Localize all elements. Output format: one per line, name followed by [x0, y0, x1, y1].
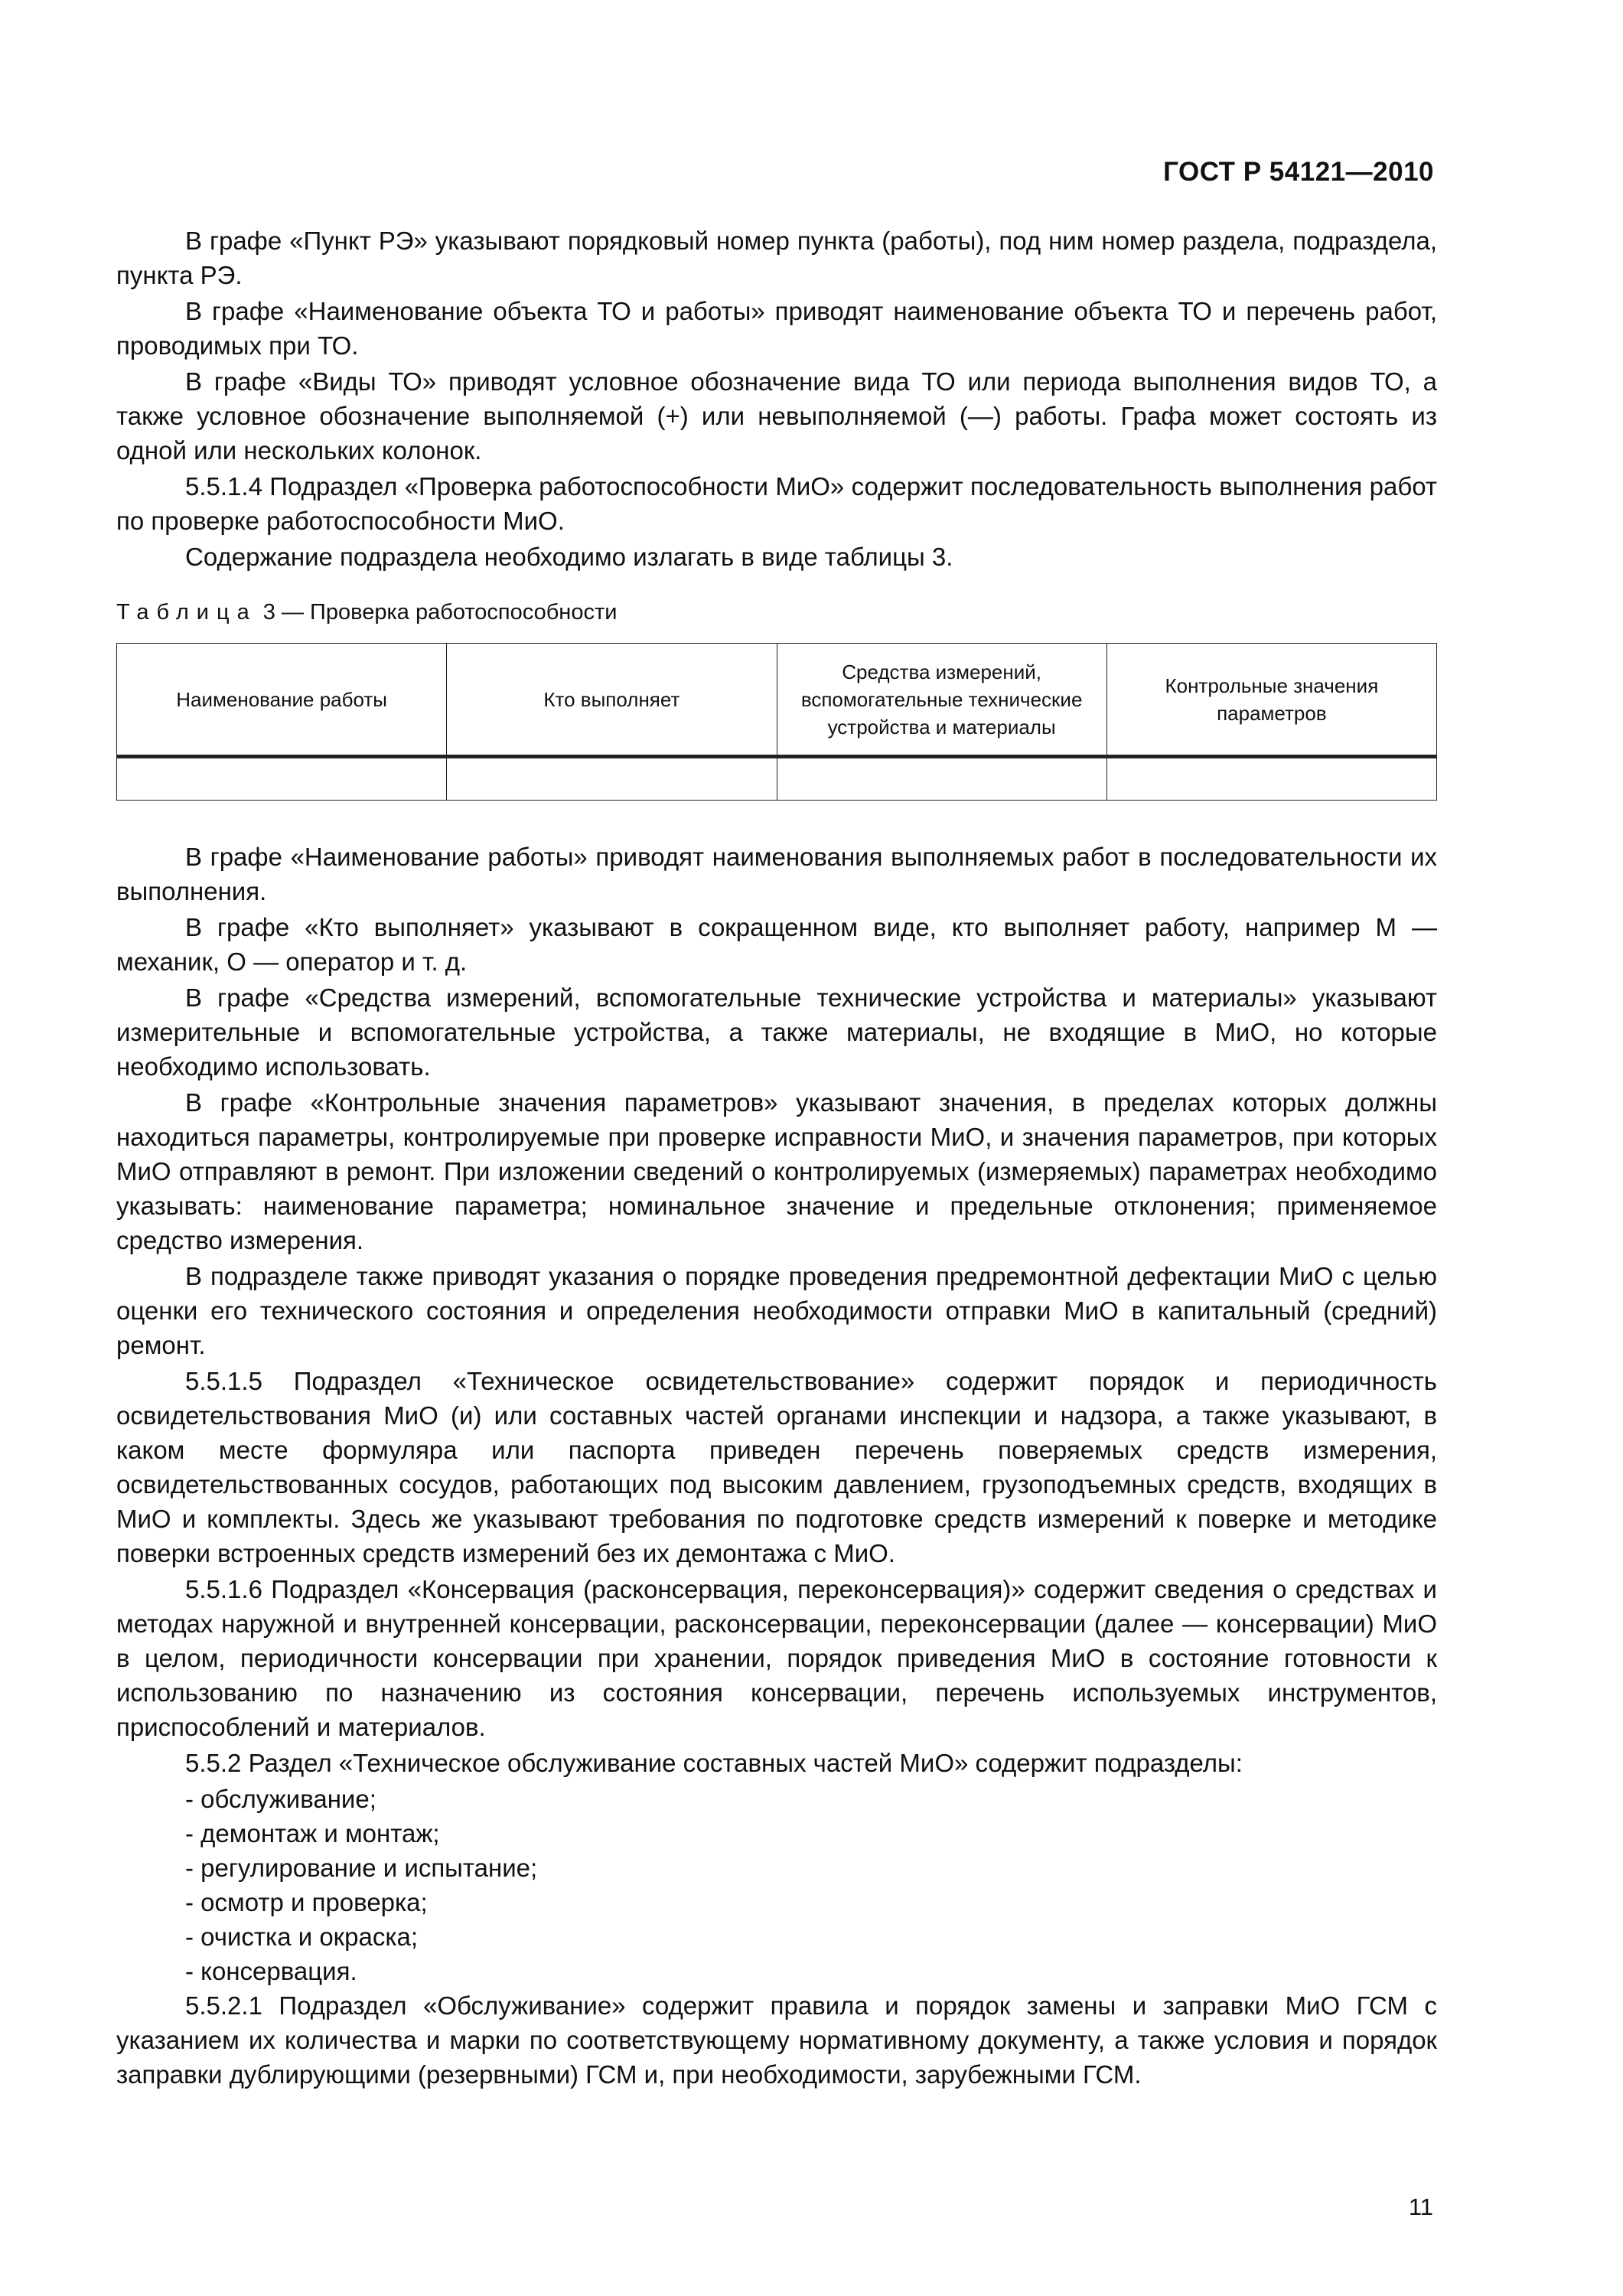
table-caption [116, 597, 617, 628]
paragraph: В графе «Средства измерений, вспомогательные технические устройства и материалы» указывают измерительные и вспомогательные устройства, а также материалы, не входящие в МиО, но которые необходимо использовать. [116, 983, 1437, 1081]
paragraph: 5.5.2 Раздел «Техническое обслуживание составных частей МиО» содержит подразделы: [185, 1749, 1243, 1777]
paragraph: 5.5.1.5 Подраздел «Техническое освидетельствование» содержит порядок и периодичность освидетельствования МиО (и) или составных частей органами инспекции и надзора, а также указывают, в каком месте формуляра или паспорта приведен перечень поверяемых средств измерения, освидетельствованных сосудов, работающих под высоким давлением, грузоподъемных средств, входящих в МиО и комплекты. Здесь же указывают требования по подготовке средств измерений к поверке и методике поверки встроенных средств измерений без их демонтажа с МиО. [116, 1367, 1437, 1567]
column-header-work-name: Наименование работы [117, 644, 447, 757]
table-cell [447, 757, 777, 801]
paragraph: В графе «Наименование работы» приводят наименования выполняемых работ в последовательности их выполнения. [116, 843, 1437, 905]
table-caption-label: Таблица [116, 600, 257, 625]
paragraph: В графе «Пункт РЭ» указывают порядковый номер пункта (работы), под ним номер раздела, подраздела, пункта РЭ. [116, 227, 1437, 289]
paragraph: 5.5.1.4 Подраздел «Проверка работоспособности МиО» содержит последовательность выполнения работ по проверке работоспособности МиО. [116, 472, 1437, 535]
paragraph: 5.5.2.1 Подраздел «Обслуживание» содержит правила и порядок замены и заправки МиО ГСМ с указанием их количества и марки по соответствующему нормативному документу, а также условия и порядок заправки дублирующими (резервными) ГСМ и, при необходимости, зарубежными ГСМ. [116, 1991, 1437, 2089]
list-item: - консервация. [116, 1954, 1437, 1988]
list-item: - обслуживание; [116, 1782, 1437, 1816]
paragraph: В графе «Наименование объекта ТО и работы» приводят наименование объекта ТО и перечень работ, проводимых при ТО. [116, 297, 1437, 360]
table-header-row [117, 644, 1437, 757]
list-item: - очистка и окраска; [116, 1919, 1437, 1954]
main-text-block [116, 840, 1437, 2093]
page-number: 11 [1408, 2193, 1433, 2220]
table-caption-title: 3 — Проверка работоспособности [256, 600, 618, 625]
table-3 [116, 643, 1437, 801]
column-header-control-values: Контрольные значения параметров [1106, 644, 1436, 757]
paragraph: В графе «Виды ТО» приводят условное обозначение вида ТО или периода выполнения видов ТО, а также условное обозначение выполняемой (+) или невыполняемой (—) работы. Графа может состоять из одной или нескольких колонок. [116, 367, 1437, 465]
paragraph: В подразделе также приводят указания о порядке проведения предремонтной дефектации МиО с целью оценки его технического состояния и определения необходимости отправки МиО в капитальный (средний) ремонт. [116, 1262, 1437, 1359]
paragraph: Содержание подраздела необходимо излагать в виде таблицы 3. [185, 543, 953, 571]
list-item: - демонтаж и монтаж; [116, 1816, 1437, 1851]
paragraph: В графе «Кто выполняет» указывают в сокращенном виде, кто выполняет работу, например М — механик, О — оператор и т. д. [116, 913, 1437, 976]
document-code: ГОСТ Р 54121—2010 [1163, 157, 1434, 187]
paragraph: В графе «Контрольные значения параметров» указывают значения, в пределах которых должны находиться параметры, контролируемые при проверке исправности МиО, и значения параметров, при которых МиО отправляют в ремонт. При изложении сведений о контролируемых (измеряемых) параметрах необходимо указывать: наименование параметра; номинальное значение и предельные отклонения; применяемое средство измерения. [116, 1088, 1437, 1254]
subsection-list [116, 1782, 1437, 1988]
list-item: - осмотр и проверка; [116, 1885, 1437, 1919]
table-cell [117, 757, 447, 801]
table-cell [1106, 757, 1436, 801]
table-row [117, 757, 1437, 801]
top-text-block [116, 223, 1437, 576]
table-cell [777, 757, 1106, 801]
list-item: - регулирование и испытание; [116, 1851, 1437, 1885]
paragraph: 5.5.1.6 Подраздел «Консервация (расконсервация, переконсервация)» содержит сведения о средствах и методах наружной и внутренней консервации, расконсервации, переконсервации (далее — консервации) МиО в целом, периодичности консервации при хранении, порядок приведения МиО в состояние готовности к использованию по назначению из состояния консервации, перечень используемых инструментов, приспособлений и материалов. [116, 1575, 1437, 1741]
column-header-performer: Кто выполняет [447, 644, 777, 757]
column-header-measuring-tools: Средства измерений, вспомогательные технические устройства и материалы [777, 644, 1106, 757]
